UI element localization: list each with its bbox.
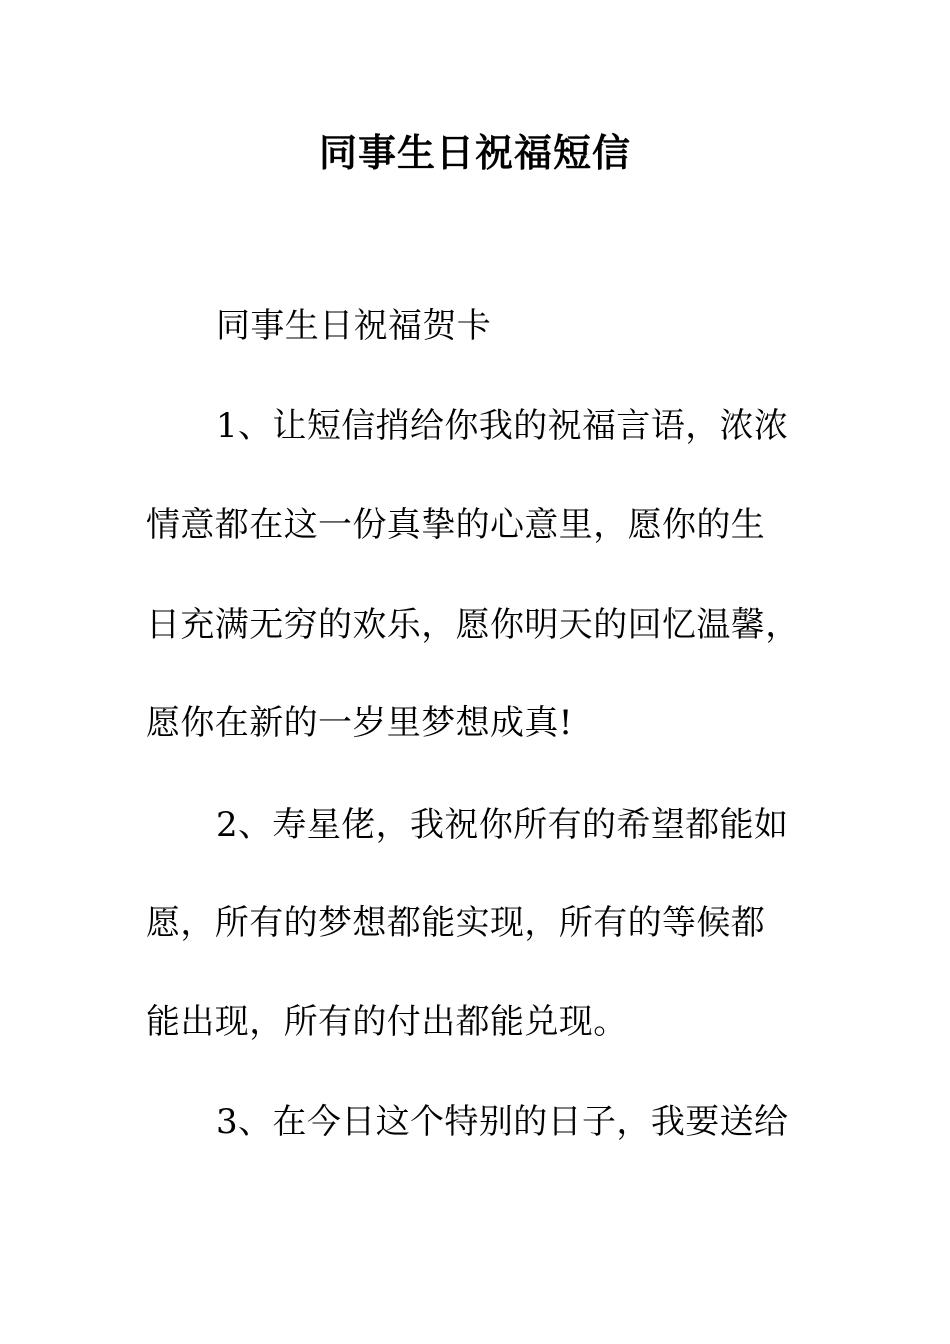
paragraph-line: 情意都在这一份真挚的心意里，愿你的生 <box>146 505 766 545</box>
paragraph-line: 愿，所有的梦想都能实现，所有的等候都 <box>146 903 766 943</box>
document-title: 同事生日祝福短信 <box>318 131 631 175</box>
paragraph-line: 同事生日祝福贺卡 <box>216 306 492 346</box>
paragraph-line: 2、寿星佬，我祝你所有的希望都能如 <box>216 805 789 845</box>
paragraph-line: 愿你在新的一岁里梦想成真! <box>146 703 573 743</box>
paragraph-line: 1、让短信捎给你我的祝福言语，浓浓 <box>216 406 789 446</box>
paragraph-line: 日充满无穷的欢乐，愿你明天的回忆温馨， <box>146 605 800 645</box>
paragraph-line: 3、在今日这个特别的日子，我要送给 <box>216 1102 789 1142</box>
paragraph-line: 能出现，所有的付出都能兑现。 <box>146 1002 628 1042</box>
